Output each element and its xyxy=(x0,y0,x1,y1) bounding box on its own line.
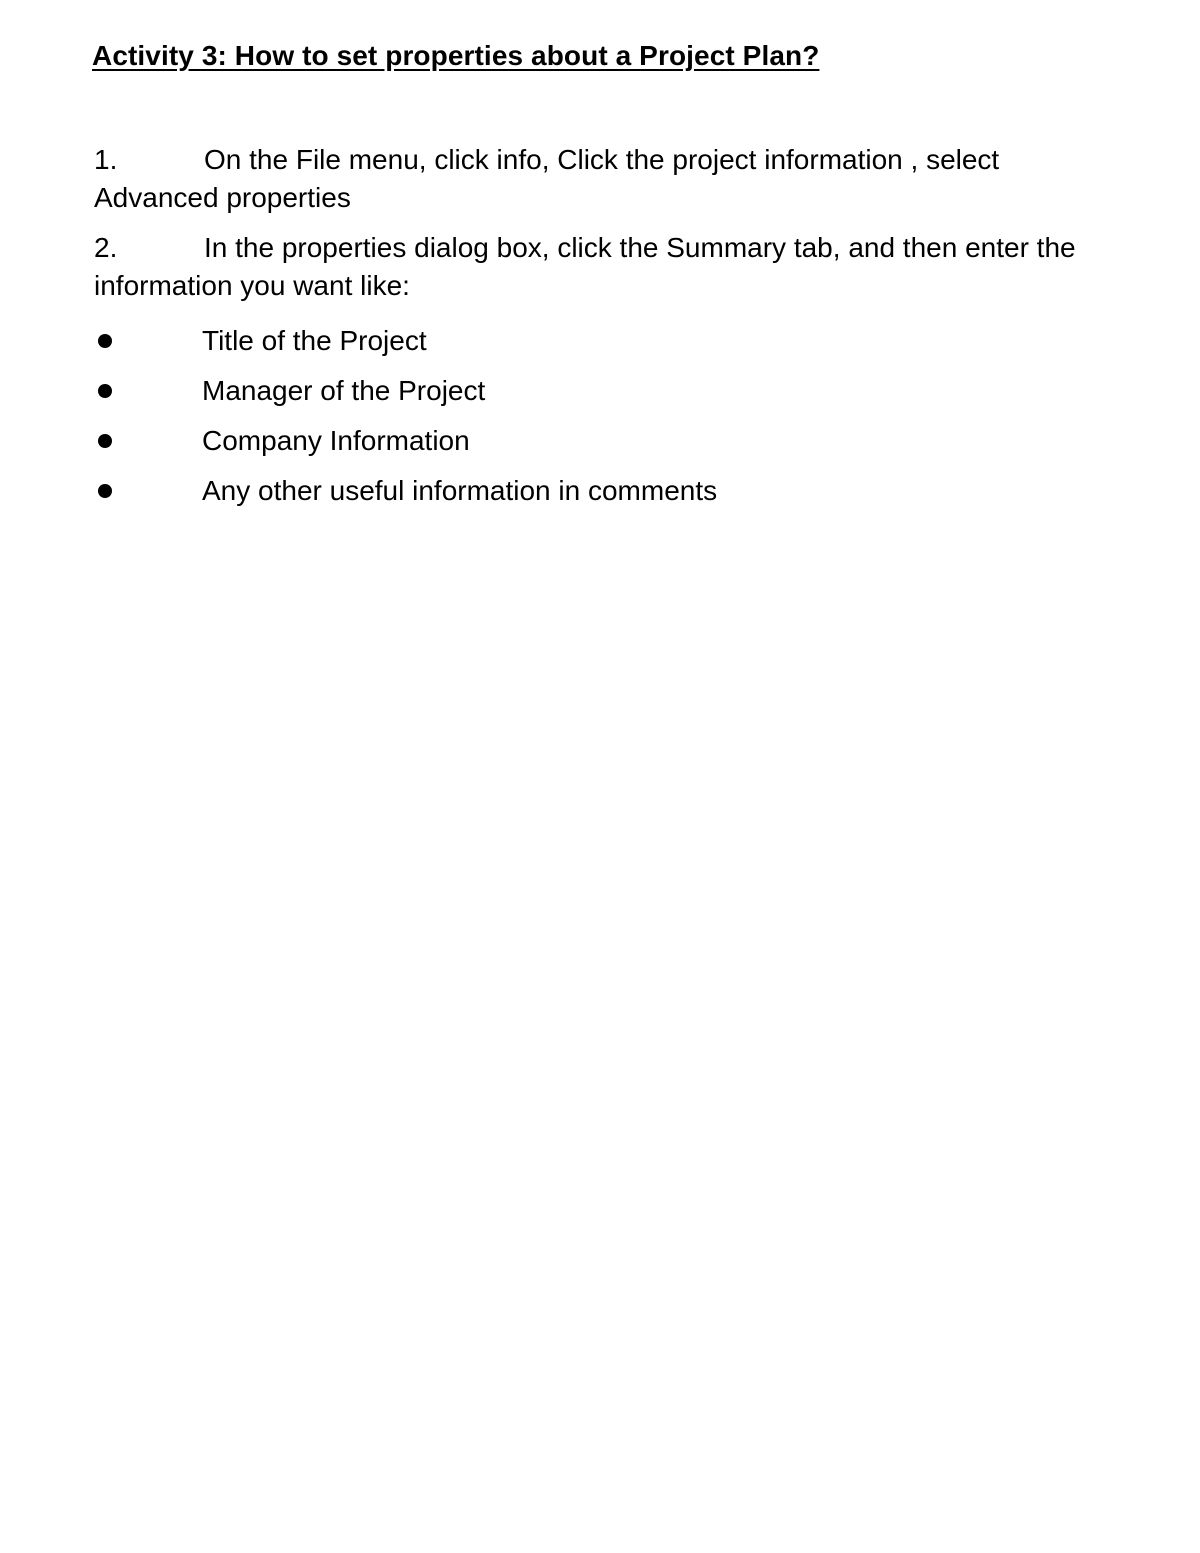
step-2 xyxy=(94,229,1104,305)
page-title: Activity 3: How to set properties about a Project Plan? xyxy=(92,40,820,71)
step-2-number: 2. xyxy=(94,232,118,263)
list-item-text: Company Information xyxy=(202,425,470,456)
list-item-text: Manager of the Project xyxy=(202,375,486,406)
bullet-list xyxy=(94,316,717,516)
bullet-icon xyxy=(98,484,112,498)
step-2-text: In the properties dialog box, click the Summary tab, and then enter the information you want like: xyxy=(94,232,1076,301)
list-item-text: Any other useful information in comments xyxy=(202,475,718,506)
list-item xyxy=(94,466,717,516)
list-item xyxy=(94,366,717,416)
bullet-icon xyxy=(98,384,112,398)
list-item xyxy=(94,316,717,366)
step-1 xyxy=(94,141,1104,217)
list-item-text: Title of the Project xyxy=(202,325,427,356)
bullet-icon xyxy=(98,434,112,448)
list-item xyxy=(94,416,717,466)
bullet-icon xyxy=(98,334,112,348)
step-1-text: On the File menu, click info, Click the project information , select Advanced properties xyxy=(94,144,1000,213)
step-1-number: 1. xyxy=(94,144,118,175)
